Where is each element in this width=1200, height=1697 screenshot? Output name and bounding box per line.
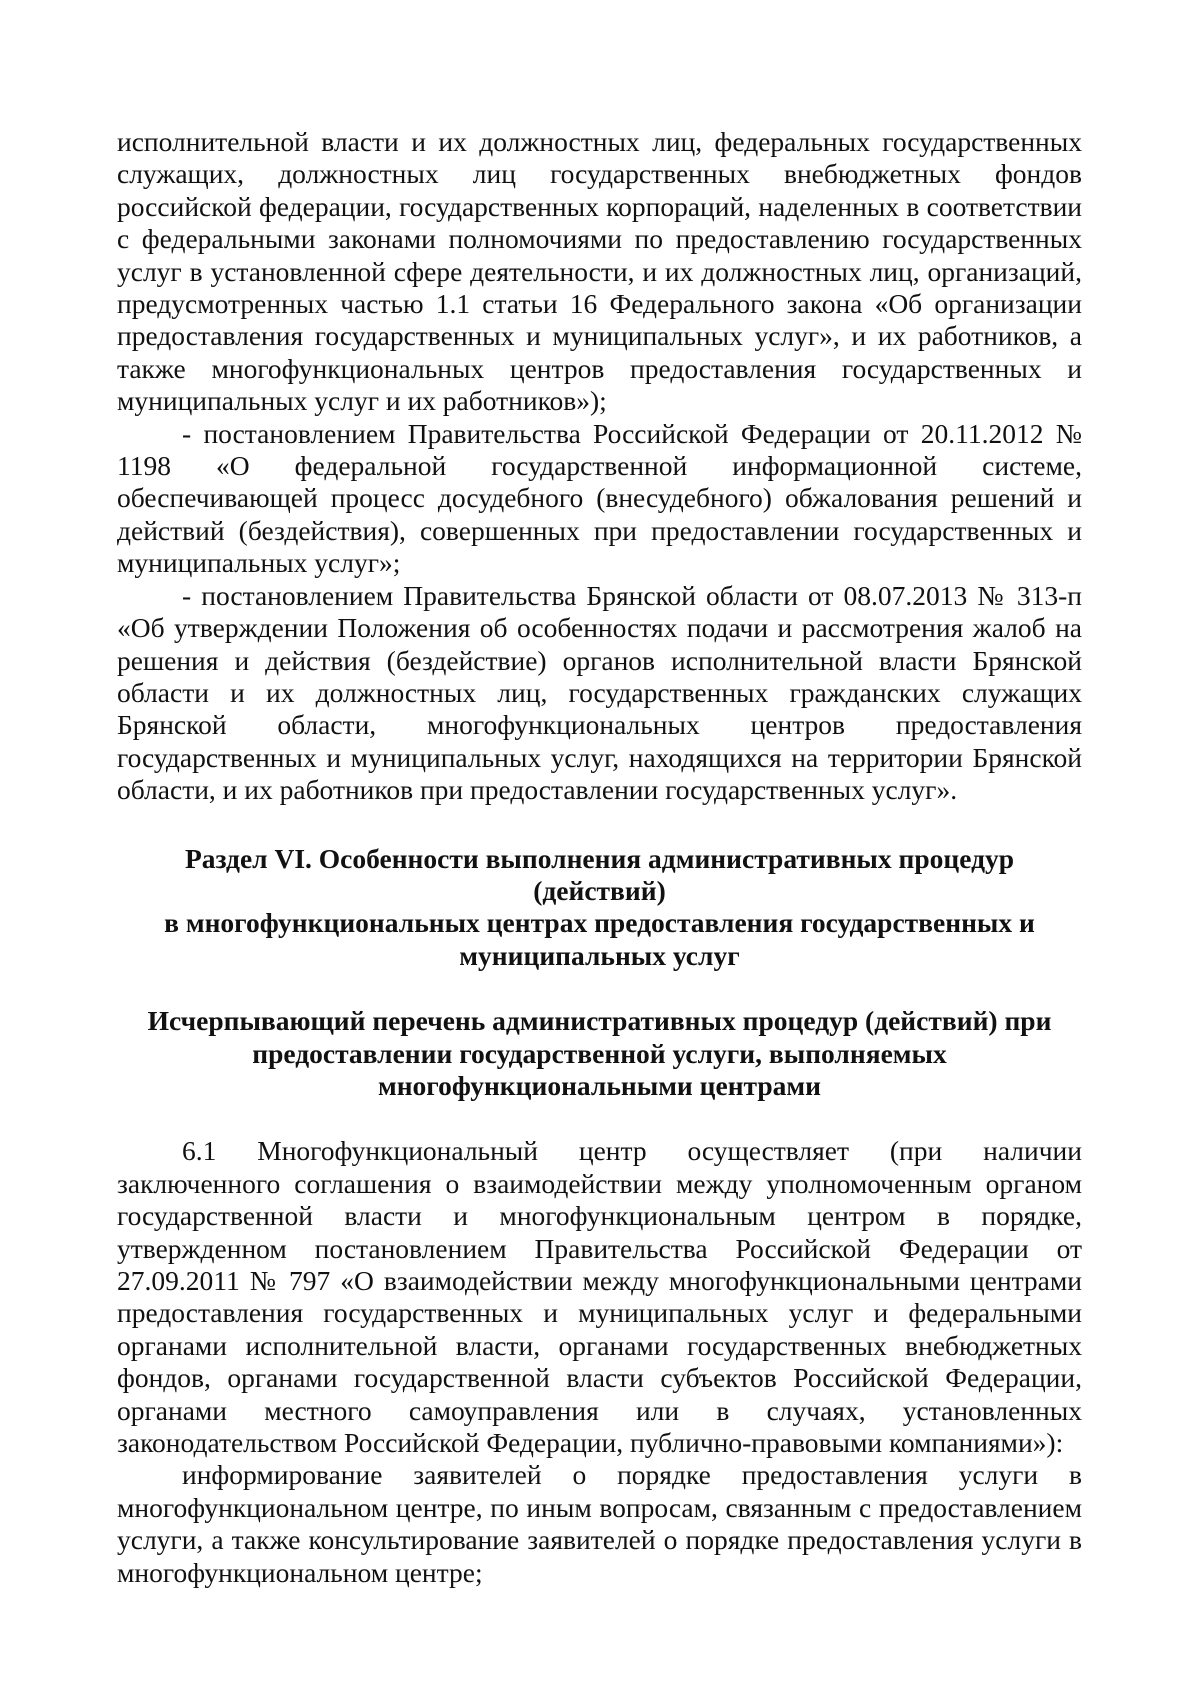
section-heading-line-1: Раздел VI. Особенности выполнения административных процедур (действий) — [184, 842, 1015, 906]
paragraph-continuation: исполнительной власти и их должностных лиц, федеральных государственных служащих, должностных лиц государственных внебюджетных фондов российской федерации, государственных корпораций, наделенных в соответствии с федеральными законами полномочиями по предоставлению государственных услуг в установленной сфере деятельности, и их должностных лиц, организаций, предусмотренных частью 1.1 статьи 16 Федерального закона «Об организации предоставления государственных и муниципальных услуг», и их работников, а также многофункциональных центров предоставления государственных и муниципальных услуг и их работников»); — [117, 126, 1082, 417]
paragraph-resolution-313p: - постановлением Правительства Брянской области от 08.07.2013 № 313-п «Об утверждении Положения об особенностях подачи и рассмотрения жалоб на решения и действия (бездействие) органов исполнительной власти Брянской области и их должностных лиц, государственных гражданских служащих Брянской области, многофункциональных центров предоставления государственных и муниципальных услуг, находящихся на территории Брянской области, и их работников при предоставлении государственных услуг». — [117, 579, 1082, 806]
subsection-heading — [117, 1005, 1082, 1102]
section-heading — [117, 843, 1082, 973]
subsection-heading-line-2: предоставлении государственной услуги, выполняемых — [252, 1037, 947, 1069]
subsection-heading-line-3: многофункциональными центрами — [377, 1069, 822, 1101]
section-heading-line-2: в многофункциональных центрах предоставления государственных и — [164, 907, 1035, 939]
paragraph-6-1: 6.1 Многофункциональный центр осуществляет (при наличии заключенного соглашения о взаимодействии между уполномоченным органом государственной власти и многофункциональным центром в порядке, утвержденном постановлением Правительства Российской Федерации от 27.09.2011 № 797 «О взаимодействии между многофункциональными центрами предоставления государственных и муниципальных услуг и федеральными органами исполнительной власти, органами государственных внебюджетных фондов, органами государственной власти субъектов Российской Федерации, органами местного самоуправления или в случаях, установленных законодательством Российской Федерации, публично-правовыми компаниями»): — [117, 1135, 1082, 1459]
document-page — [117, 126, 1082, 1589]
paragraph-resolution-1198: - постановлением Правительства Российской Федерации от 20.11.2012 № 1198 «О федеральной государственной информационной системе, обеспечивающей процесс досудебного (внесудебного) обжалования решений и действий (бездействия), совершенных при предоставлении государственных и муниципальных услуг»; — [117, 417, 1082, 579]
paragraph-informing-applicants: информирование заявителей о порядке предоставления услуги в многофункциональном центре, по иным вопросам, связанным с предоставлением услуги, а также консультирование заявителей о порядке предоставления услуги в многофункциональном центре; — [117, 1459, 1082, 1588]
subsection-heading-line-1: Исчерпывающий перечень административных процедур (действий) при — [147, 1005, 1052, 1037]
section-heading-line-3: муниципальных услуг — [459, 939, 740, 971]
